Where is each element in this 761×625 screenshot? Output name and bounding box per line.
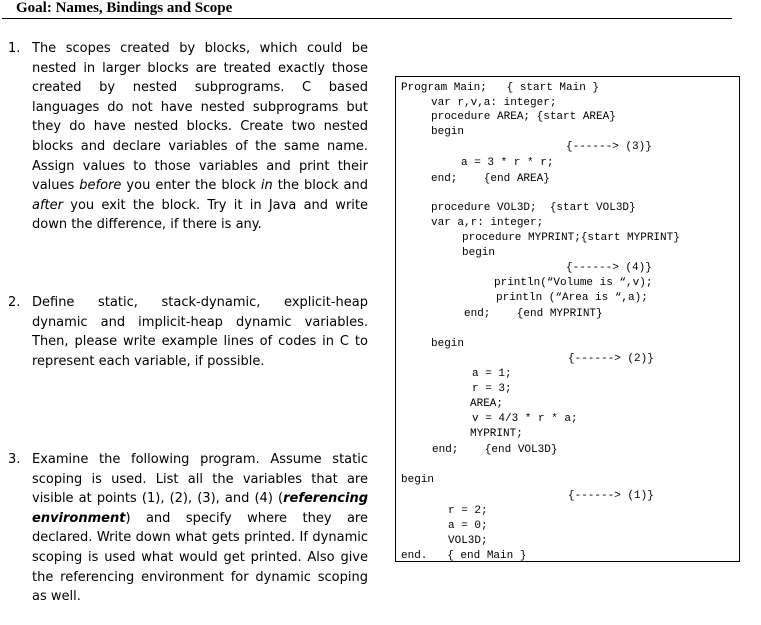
- code-line: r = 2;: [448, 505, 488, 517]
- question-number: 2.: [8, 295, 21, 310]
- question-text-segment: ) and specify where they are declared. Write down what gets printed. If dynamic scoping is used what would get printed. Also give the referencing environment for dynamic scoping as well.: [32, 510, 368, 605]
- question-text-segment: you enter the block: [121, 178, 261, 194]
- code-line: VOL3D;: [448, 535, 488, 547]
- question-number: 1.: [8, 41, 21, 56]
- code-line: {------> (1)}: [568, 490, 654, 502]
- question-text-segment: Define static, stack-dynamic, explicit-heap dynamic and implicit-heap dynamic variables. Then, please write example lines of codes in C to represent each variable, if possible.: [32, 295, 368, 369]
- code-line: AREA;: [470, 398, 504, 410]
- code-line: procedure MYPRINT;{start MYPRINT}: [462, 232, 680, 244]
- code-line: var r,v,a: integer;: [431, 97, 557, 109]
- code-line: end; {end VOL3D}: [432, 444, 558, 456]
- code-line: end. { end Main }: [401, 550, 527, 562]
- code-line: begin: [462, 247, 496, 259]
- code-line: a = 3 * r * r;: [461, 157, 554, 169]
- code-line: a = 1;: [472, 368, 512, 380]
- code-line: {------> (4)}: [566, 262, 652, 274]
- title-underline: [2, 18, 732, 19]
- code-line: MYPRINT;: [470, 428, 523, 440]
- code-line: procedure AREA; {start AREA}: [431, 111, 616, 123]
- question-text-emphasis: in: [260, 178, 273, 194]
- question-text-emphasis: referencing environment: [32, 491, 368, 526]
- question-number: 3.: [8, 452, 21, 467]
- program-code-box: [395, 76, 740, 562]
- code-line: println (“Area is “,a);: [496, 292, 648, 304]
- code-line: end; {end MYPRINT}: [464, 308, 603, 320]
- question-text-segment: The scopes created by blocks, which could be nested in larger blocks are treated exactly those created by nested subprograms. C based languages do not have nested subprograms but they do have nested blocks. Create two nested blocks and declare variables of the same name. Assign values to those variables and print their values: [32, 41, 368, 194]
- code-line: Program Main; { start Main }: [401, 82, 600, 94]
- question-1: [8, 39, 368, 235]
- question-text-emphasis: after: [32, 197, 63, 213]
- code-line: end; {end AREA}: [431, 173, 550, 185]
- code-line: v = 4/3 * r * a;: [472, 413, 578, 425]
- question-text-segment: you exit the block. Try it in Java and write down the difference, if there is any.: [32, 197, 368, 233]
- code-line: begin: [401, 474, 435, 486]
- question-2: [8, 293, 368, 371]
- code-line: println(“Volume is “,v);: [494, 277, 653, 289]
- code-line: procedure VOL3D; {start VOL3D}: [431, 202, 636, 214]
- code-line: var a,r: integer;: [431, 217, 544, 229]
- question-text-emphasis: before: [79, 178, 122, 194]
- question-text-segment: the block and: [272, 178, 368, 194]
- code-line: a = 0;: [448, 520, 488, 532]
- code-line: begin: [431, 126, 465, 138]
- question-text-segment: Examine the following program. Assume static scoping is used. List all the variables that are visible at points (1), (2), (3), and (4) (: [32, 452, 368, 507]
- question-text: [32, 450, 368, 607]
- question-text: [32, 293, 368, 371]
- code-line: {------> (2)}: [568, 353, 654, 365]
- code-line: r = 3;: [472, 383, 512, 395]
- code-line: begin: [431, 338, 465, 350]
- page-title: Goal: Names, Bindings and Scope: [16, 0, 233, 16]
- question-text: [32, 39, 368, 235]
- code-line: {------> (3)}: [566, 141, 652, 153]
- question-3: [8, 450, 368, 607]
